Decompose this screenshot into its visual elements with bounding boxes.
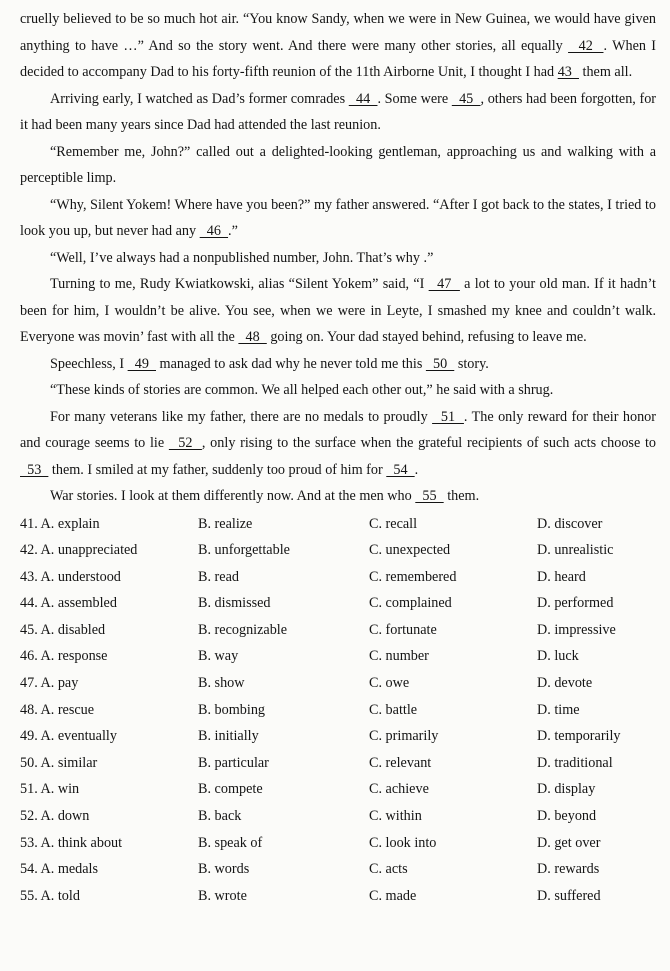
passage-paragraph (20, 377, 656, 404)
question-row (20, 830, 656, 857)
passage-text: “Remember me, John?” called out a delighted-looking gentleman, approaching us and walking with a perceptible limp. (20, 143, 656, 186)
passage-text: cruelly believed to be so much hot air. “You know Sandy, when we were in New Guinea, we would have given anything to have …” And so the story went. And there were many other stories, all equally (20, 11, 656, 54)
blank-number: 45 (451, 90, 481, 107)
passage-text: “Why, Silent Yokem! Where have you been?” my father answered. “After I got back to the states, I tried to look you up, but never had any (20, 196, 656, 239)
option-d: D. temporarily (537, 728, 621, 745)
option-c: C. within (369, 808, 422, 825)
question-row (20, 697, 656, 724)
passage-text: , only rising to the surface when the grateful recipients of such acts choose to (201, 435, 656, 451)
blank-number: 50 (425, 355, 455, 372)
passage-text: them. I smiled at my father, suddenly too proud of him for (48, 461, 387, 478)
option-a: 45. A. disabled (20, 621, 106, 638)
option-c: C. achieve (369, 781, 429, 798)
passage-text: a lot to your old man. If it hadn’t been for him, I wouldn’t be alive. You see, when we were in Leyte, I smashed my knee and couldn’t walk. Everyone was movin’ fast with all the (20, 276, 656, 345)
option-d: D. traditional (537, 754, 613, 771)
option-d: D. suffered (537, 887, 601, 904)
option-b: B. dismissed (198, 595, 271, 612)
option-d: D. beyond (537, 808, 597, 825)
option-a: 49. A. eventually (20, 728, 117, 745)
blank-number: 55 (415, 488, 444, 504)
passage-text: . (414, 461, 419, 478)
blank-number: 49 (127, 355, 156, 372)
passage-text: Arriving early, I watched as Dad’s former comrades (50, 90, 349, 107)
option-a: 42. A. unappreciated (20, 542, 138, 559)
option-a: 53. A. think about (20, 834, 123, 851)
passage-paragraph (20, 6, 656, 86)
option-a: 51. A. win (20, 781, 80, 798)
option-c: C. number (369, 648, 429, 665)
option-c: C. look into (369, 834, 437, 851)
option-d: D. get over (537, 834, 601, 851)
option-c: C. complained (369, 595, 452, 612)
blank-number: 54 (386, 461, 415, 478)
option-d: D. display (537, 781, 596, 798)
option-d: D. discover (537, 515, 603, 532)
passage-text: story. (454, 355, 489, 372)
option-a: 48. A. rescue (20, 701, 95, 718)
option-a: 46. A. response (20, 648, 108, 665)
passage-text: . Some were (377, 90, 452, 107)
passage-text: them. (443, 488, 480, 504)
option-b: B. compete (198, 781, 263, 798)
passage-paragraph (20, 86, 656, 139)
option-c: C. owe (369, 675, 410, 692)
option-a: 41. A. explain (20, 515, 100, 532)
passage-text: Turning to me, Rudy Kwiatkowski, alias “Silent Yokem” said, “I (50, 276, 429, 292)
option-d: D. heard (537, 568, 586, 585)
passage-text: Speechless, I (50, 355, 128, 372)
option-b: B. words (198, 861, 250, 878)
blank-number: 42 (568, 37, 604, 54)
option-d: D. impressive (537, 621, 616, 638)
option-d: D. performed (537, 595, 614, 612)
blank-number: 52 (168, 435, 202, 451)
passage-paragraph (20, 271, 656, 351)
question-row (20, 856, 656, 883)
option-a: 44. A. assembled (20, 595, 117, 612)
option-a: 54. A. medals (20, 861, 99, 878)
question-row (20, 723, 656, 750)
cloze-passage (20, 6, 656, 510)
option-c: C. unexpected (369, 542, 451, 559)
blank-number: 46 (199, 223, 229, 239)
question-row (20, 564, 656, 591)
option-b: B. recognizable (198, 621, 288, 638)
option-c: C. primarily (369, 728, 439, 745)
passage-text: .” (228, 223, 238, 239)
blank-number: 53 (20, 461, 49, 478)
option-d: D. time (537, 701, 580, 718)
question-row (20, 643, 656, 670)
passage-text: “These kinds of stories are common. We all helped each other out,” he said with a shrug. (50, 382, 554, 398)
option-a: 43. A. understood (20, 568, 121, 585)
passage-paragraph (20, 245, 656, 272)
passage-text: them all. (578, 64, 633, 80)
option-d: D. luck (537, 648, 579, 665)
passage-paragraph (20, 483, 656, 510)
option-d: D. devote (537, 675, 593, 692)
question-row (20, 883, 656, 910)
option-a: 52. A. down (20, 808, 90, 825)
option-d: D. rewards (537, 861, 600, 878)
passage-text: , others had been forgotten, for it had been many years since Dad had attended the last reunion. (20, 90, 657, 133)
passage-text: . The only reward for their honor and courage seems to lie (20, 408, 656, 451)
option-c: C. acts (369, 861, 408, 878)
option-c: C. made (369, 887, 417, 904)
question-row (20, 776, 656, 803)
question-row (20, 511, 656, 538)
option-b: B. initially (198, 728, 259, 745)
option-b: B. unforgettable (198, 542, 290, 559)
option-b: B. show (198, 675, 245, 692)
blank-number: 43 (557, 64, 579, 80)
option-b: B. read (198, 568, 239, 585)
option-b: B. way (198, 648, 239, 665)
question-row (20, 617, 656, 644)
option-c: C. recall (369, 515, 418, 532)
option-b: B. speak of (198, 834, 263, 851)
passage-paragraph (20, 351, 656, 378)
passage-paragraph (20, 192, 656, 245)
passage-text: War stories. I look at them differently now. And at the men who (50, 488, 416, 504)
option-a: 55. A. told (20, 887, 80, 904)
option-b: B. wrote (198, 887, 247, 904)
option-c: C. battle (369, 701, 418, 718)
option-b: B. back (198, 808, 242, 825)
option-b: B. bombing (198, 701, 266, 718)
blank-number: 48 (238, 329, 267, 345)
blank-number: 44 (348, 90, 378, 107)
option-d: D. unrealistic (537, 542, 614, 559)
passage-text: . When I decided to accompany Dad to his forty-fifth reunion of the 11th Airborne Unit, I thought I had (20, 37, 656, 80)
option-b: B. particular (198, 754, 269, 771)
passage-text: going on. Your dad stayed behind, refusing to leave me. (266, 329, 587, 345)
passage-text: managed to ask dad why he never told me this (156, 355, 426, 372)
passage-text: For many veterans like my father, there are no medals to proudly (50, 408, 433, 425)
question-row (20, 670, 656, 697)
question-row (20, 750, 656, 777)
blank-number: 47 (428, 276, 460, 292)
option-a: 50. A. similar (20, 754, 98, 771)
question-options (20, 511, 656, 910)
blank-number: 51 (432, 408, 464, 425)
passage-text: “Well, I’ve always had a nonpublished number, John. That’s why .” (50, 249, 434, 266)
passage-paragraph (20, 404, 656, 484)
question-row (20, 803, 656, 830)
option-c: C. relevant (369, 754, 432, 771)
option-c: C. fortunate (369, 621, 437, 638)
question-row (20, 590, 656, 617)
option-a: 47. A. pay (20, 675, 79, 692)
option-c: C. remembered (369, 568, 457, 585)
question-row (20, 537, 656, 564)
passage-paragraph (20, 139, 656, 192)
option-b: B. realize (198, 515, 253, 532)
